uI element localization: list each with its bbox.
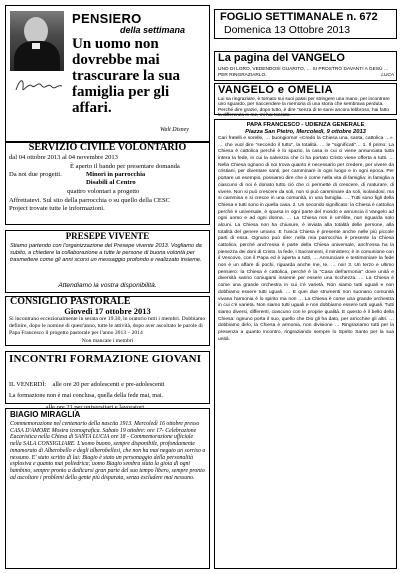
weekly-quote: Un uomo non dovrebbe mai trascurare la sua famiglia per gli affari. bbox=[72, 36, 181, 116]
pensiero-title: PENSIERO bbox=[72, 11, 142, 26]
servizio-progetto-minori: Minori in parrocchia bbox=[86, 171, 146, 178]
servizio-volontari: quattro volontari a progetto bbox=[67, 188, 140, 195]
servizio-civile-title: SERVIZIO CIVILE VOLONTARIO bbox=[28, 142, 187, 153]
omelia-text: Lui sa ringraziare, è tornato sui suoi passi per stringere una mano, per incontrare uno sguardo, per riaccendere la memoria di una storia che sembrava perduta. Perché dire grazie, dopo tutto, è dire "senza di te sarei ancora lebbroso, hai fatto la differenza in me, mi hai toccato. bbox=[218, 97, 390, 119]
presepe-text: Stiamo partendo con l'organizzazione del Presepe vivente 2013. Vogliamo da subito, a chiedere la collaborazione a tutte le persone di buona volontà per trasmettere come gli anni scorsi un messaggio profondo e realizzato insieme. bbox=[10, 243, 202, 263]
servizio-info: Affrettatevi. Sul sito della parrocchia o su quello della CESC bbox=[9, 197, 171, 204]
biagio-text: Commemorazione nel centenario della nascita 1913. Mercoledì 16 ottobre presso CASA D'AMORE Mostra iconografica. Sabato 19 ottobre: ore 17- Celebrazione Eucaristica nella Chiesa di SANTA LUCIA ore 18 - Commemorazione ufficiale nella SALA CONSIGLIARE. L'uomo buono, sempre disponibile, profondamente innamorato di Alberobello e degli alberobellesi, che non ha mai negato un sorriso a nessuno. E' stato scritto di lui: Biagio è stato un personaggio della personalità esplosiva e quanto mai poliedrica; uomo Biagio sembra stata la gioia di ogni bambino, sempre pronto a dedicarsi gran parte del suo tempo libero, sempre pronto ad ascoltare i problemi della gente più disparata, senza escludere mai nessuno. bbox=[10, 421, 206, 481]
vangelo-ref: LUCA bbox=[381, 72, 394, 78]
consiglio-text: Si incontrano eccezionalmente in serata ore 19.30, in oratorio tutti i membri. Dobbiamo definire, dopo le nomine di quest'anno, tutte le attività, dopo aver ascoltato le parole di Papa Francesco il progetto pastorale per l'anno 2013 – 2014 bbox=[9, 316, 206, 336]
consiglio-date: Giovedì 17 ottobre 2013 bbox=[64, 306, 151, 316]
pensiero-subtitle: della settimana bbox=[120, 25, 186, 35]
vangelo-line: UNO DI LORO, VEDENDOSI GUARITO, … SI PROSTRÒ DAVANTI A GESÙ … PER RINGRAZIARLO. bbox=[218, 67, 389, 78]
consiglio-title: CONSIGLIO PASTORALE bbox=[10, 296, 131, 307]
consiglio-closing: Non mancate i membri bbox=[81, 338, 134, 344]
vangelo-text bbox=[218, 67, 394, 78]
biagio-title: BIAGIO MIRAGLIA bbox=[10, 410, 81, 419]
papa-text: Cari fratelli e sorelle, … buongiorno! «Credo la Chiesa una, santa, cattolica …». … che vuol dire "secondo il tutto", la totalità. … le "significati"… 1. Il primo: La Chiesa è cattolica perché è lo spazio, la casa in cui ci viene annunciata tutta intera la fede, in cui la salvezza che ci ha portato Cristo viene offerta a tutti. … Nella Chiesa ognuno di noi trova quanto è necessario per credere, per vivere da cristiani, per diventare santi, per camminare in ogni luogo e in ogni epoca. Per portare un esempio, possiamo dire che è come nella vita di famiglia: in famiglia a ciascuno di noi è donato tutto ciò che ci permette di crescere, di maturare, di vivere. Non si può crescere da soli, non si può camminare da soli, isolandosi, ma si cammina e si cresce in una comunità, in una famiglia. … Tutti sono figli della Chiesa e tutti sono in quella casa. 2. Un secondo significato: la Chiesa è cattolica perché è universale, è sparsa in ogni parte del mondo e annuncia il Vangelo ad ogni uomo e ad ogni donna. … La Chiesa non è un'élite, non riguarda solo alcuni. La Chiesa non ha chiusure, è inviata alla totalità delle persone, alla totalità del genere umano. E l'unica Chiesa è presente anche nelle più piccole parti di essa. Ognuno può dire: nella mia parrocchia è presente la Chiesa cattolica, perché anch'essa è parte della Chiesa universale, anch'essa ha la pienezza dei doni di Cristo, la fede, i Sacramenti, il ministero; è in comunione con il Vescovo, con il Papa ed è aperta a tutti, … Annunciare e testimoniare la fede non è un affare di pochi, riguarda anche me, te, … noi! 3. Un terzo e ultimo pensiero: la Chiesa è cattolica, perché è la "Casa dell'armonia" dove unità e diversità sanno coniugarsi insieme per essere una ricchezza. … La Chiesa è come una grande orchestra in cui c'è varietà. Non siamo tutti uguali e non dobbiamo essere tutti uguali. … E quei due strumenti non suonano comunità vivana l'armonia è lo spirito ma non … La Chiesa è come una grande orchestra in cui c'è varietà. Non siamo tutti uguali e non dobbiamo essere tutti uguali. Tutti siamo diversi, differenti, ciascuno con le proprie qualità. E questo è il bello della Chiesa: ognuno porta il suo, quello che Dio gli ha dato, per arricchire gli altri. … dobbiamo dirlo, la Chiesa è armonia, non divisione … Ringraziamo tutti per la presenza a quanto incontro, ringraziando sempre lo Spirito Santo per la sua unità. bbox=[218, 136, 394, 342]
incontri-line-1: IL VENERDÌ: alle ore 20 per adolescenti e pre-adolescenti bbox=[9, 381, 165, 389]
incontri-line-2: alle ore 21 per universitari e lavoratori bbox=[9, 403, 145, 411]
presepe-title: PRESEPE VIVENTE bbox=[65, 231, 150, 241]
servizio-info-2: Project trovate tutte le informazioni. bbox=[9, 205, 105, 212]
servizio-progetto-disabili: Disabili al Centro bbox=[86, 179, 136, 186]
servizio-dates: dal 04 ottobre 2013 al 04 novembre 2013 bbox=[9, 154, 118, 161]
servizio-bando: È aperto il bando per presentare domanda bbox=[70, 163, 180, 170]
servizio-progetti: Da noi due progetti. bbox=[9, 171, 62, 178]
quote-author: Walt Disney bbox=[160, 127, 189, 133]
portrait-photo bbox=[10, 11, 64, 71]
incontri-title: INCONTRI FORMAZIONE GIOVANI bbox=[9, 353, 202, 365]
papa-title: PAPA FRANCESCO - UDIENZA GENERALE bbox=[246, 122, 365, 128]
newsletter-title: FOGLIO SETTIMANALE n. 672 bbox=[220, 11, 378, 23]
presepe-closing: Attendiamo la vostra disponibilità. bbox=[58, 282, 157, 289]
vangelo-title: La pagina del VANGELO bbox=[218, 52, 345, 64]
signature-icon bbox=[14, 74, 64, 96]
newsletter-date: Domenica 13 Ottobre 2013 bbox=[224, 24, 351, 36]
papa-place: Piazza San Pietro, Mercoledì, 9 ottobre 2013 bbox=[245, 129, 366, 135]
incontri-closing: La formazione non è mai conclusa, quella della fede mai, mai. bbox=[9, 392, 164, 399]
omelia-title: VANGELO e OMELIA bbox=[218, 84, 333, 96]
